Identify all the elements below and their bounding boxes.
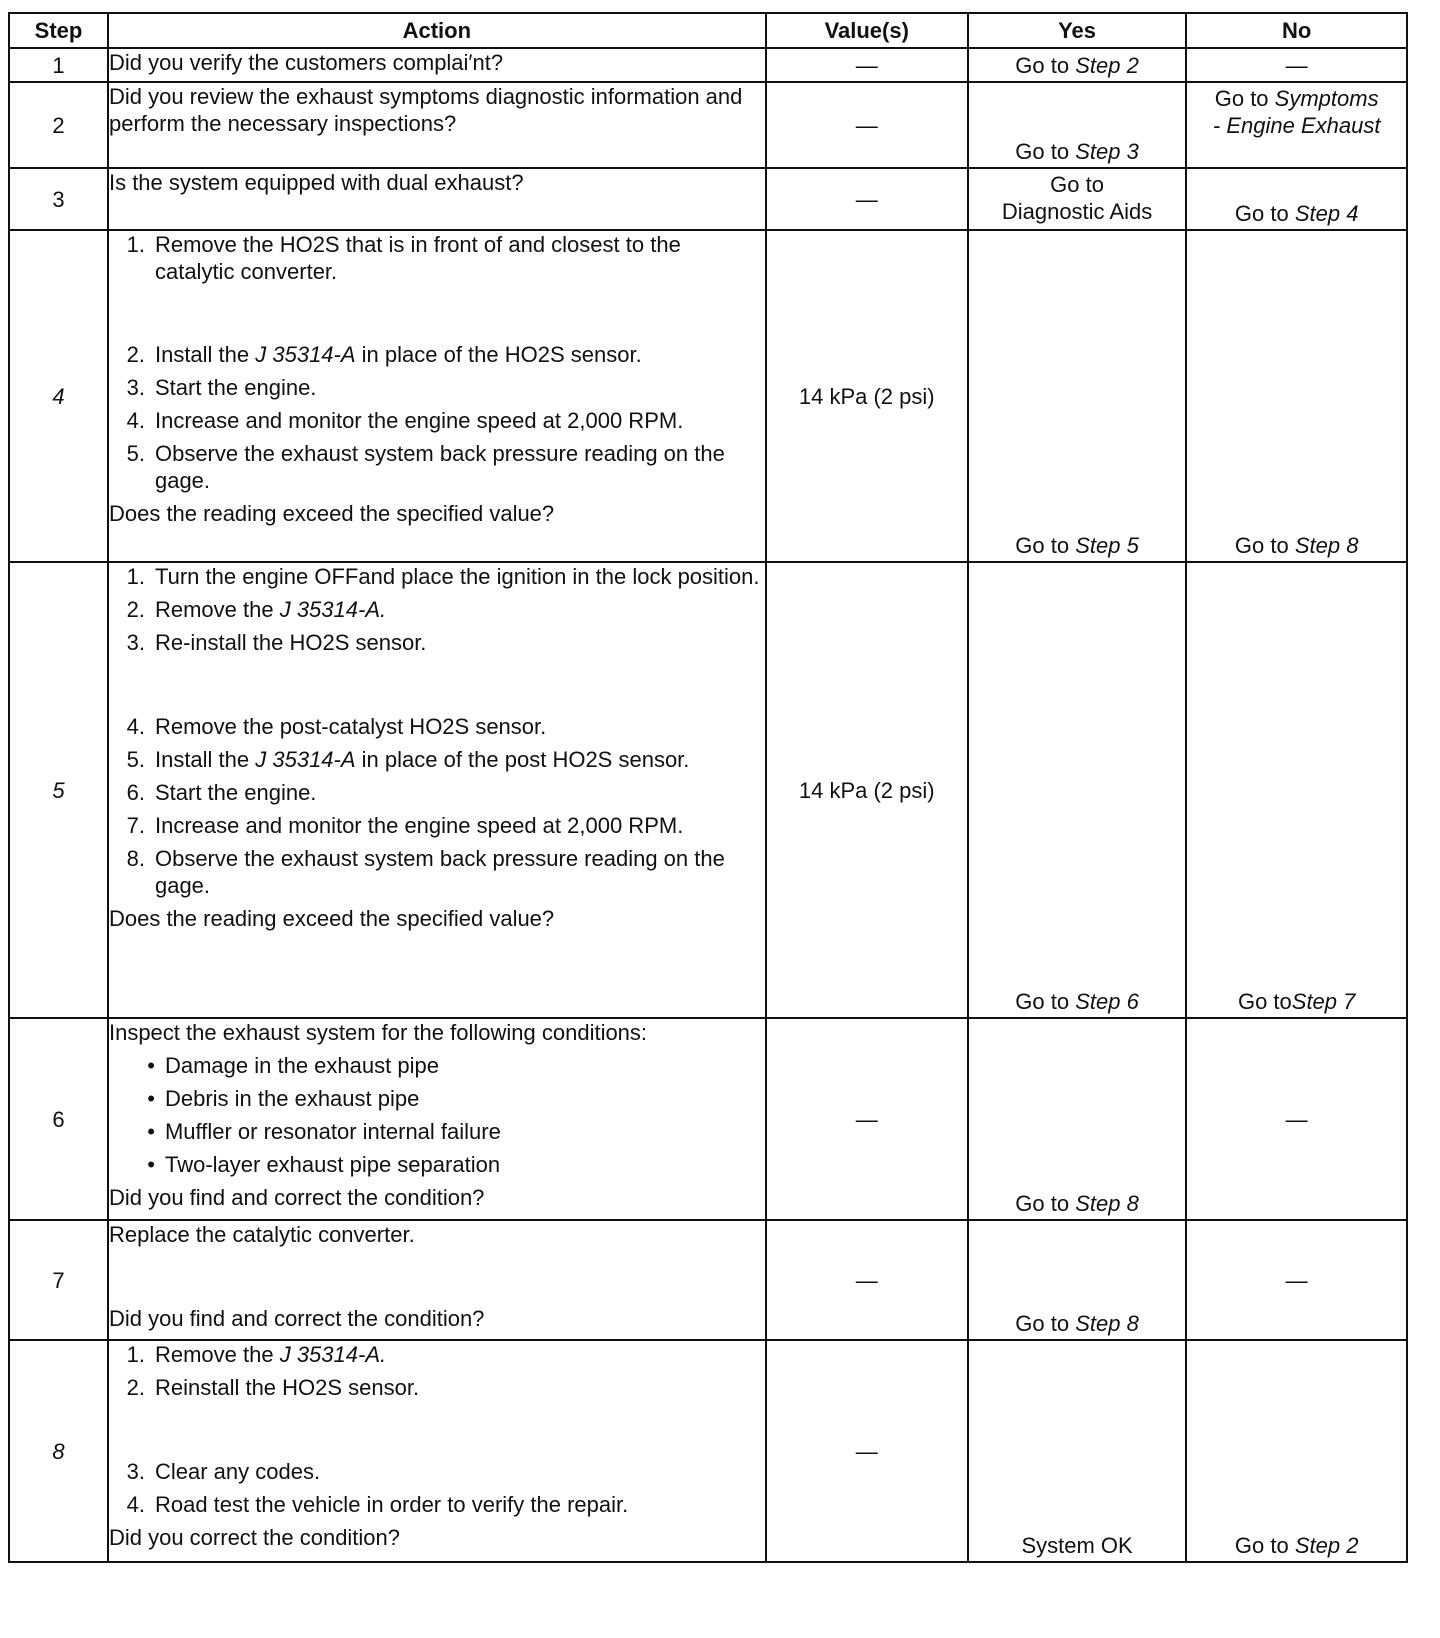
table-row xyxy=(9,1340,1407,1562)
yes-link[interactable]: Diagnostic Aids xyxy=(1001,199,1153,224)
goto-label: Go to xyxy=(1237,989,1292,1014)
yes-result: System OK xyxy=(968,1340,1187,1562)
bullet-item: • Muffler or resonator internal failure xyxy=(147,1119,501,1144)
yes-link[interactable]: Step 6 xyxy=(1075,989,1139,1014)
question: Did you find and correct the condition? xyxy=(108,1306,485,1331)
table-row xyxy=(9,168,1407,230)
step-number: 1 xyxy=(9,48,108,82)
table-row xyxy=(9,82,1407,168)
table-row xyxy=(9,562,1407,1018)
table-row xyxy=(9,1220,1407,1340)
no-dash: — xyxy=(1186,1220,1407,1340)
list-item: 3. Start the engine. xyxy=(126,375,317,400)
tool-name: J 35314-A. xyxy=(279,1342,387,1367)
list-item: 7. Increase and monitor the engine speed at 2,000 RPM. xyxy=(126,813,684,838)
header-yes: Yes xyxy=(968,13,1187,48)
list-item: 1. Remove the J 35314-A. xyxy=(126,1342,387,1367)
bullet-item: • Two-layer exhaust pipe separation xyxy=(147,1152,501,1177)
list-item: 6. Start the engine. xyxy=(126,780,317,805)
step-number: 8 xyxy=(9,1340,108,1562)
goto-label: Go to xyxy=(1214,86,1269,111)
step-number: 4 xyxy=(9,230,108,562)
list-item: 4. Road test the vehicle in order to verify the repair. xyxy=(126,1492,629,1517)
goto-label: Go to xyxy=(1015,139,1070,164)
question: Did you correct the condition? xyxy=(108,1525,401,1550)
value-dash: — xyxy=(766,168,968,230)
spec-value: 14 kPa (2 psi) xyxy=(766,562,968,1018)
bullet-item: • Damage in the exhaust pipe xyxy=(147,1053,439,1078)
bullet-item: • Debris in the exhaust pipe xyxy=(147,1086,420,1111)
no-link[interactable]: Step 2 xyxy=(1294,1533,1359,1558)
header-step: Step xyxy=(9,13,108,48)
yes-link[interactable]: Step 8 xyxy=(1075,1311,1139,1336)
no-dash: — xyxy=(1186,48,1407,82)
value-dash: — xyxy=(766,1220,968,1340)
question: Did you find and correct the condition? xyxy=(108,1185,485,1210)
no-link[interactable]: Step 8 xyxy=(1294,533,1359,558)
header-no: No xyxy=(1186,13,1407,48)
list-item: 2. Install the J 35314-A in place of the HO2S sensor. xyxy=(126,342,642,367)
list-item: 4. Remove the post-catalyst HO2S sensor. xyxy=(126,714,547,739)
goto-label: Go to xyxy=(1015,1191,1070,1216)
table-row xyxy=(9,230,1407,562)
step-number: 7 xyxy=(9,1220,108,1340)
intro-text: Inspect the exhaust system for the following conditions: xyxy=(108,1020,648,1045)
goto-label: Go to xyxy=(1234,201,1289,226)
list-item: 2. Remove the J 35314-A. xyxy=(126,597,387,622)
list-item: 4. Increase and monitor the engine speed at 2,000 RPM. xyxy=(126,408,684,433)
header-row xyxy=(9,13,1407,48)
value-dash: — xyxy=(766,82,968,168)
list-item: 5. Observe the exhaust system back pressure reading on the gage. xyxy=(126,441,725,493)
intro-text: Replace the catalytic converter. xyxy=(108,1222,415,1247)
goto-label: Go to xyxy=(1234,533,1289,558)
step-number: 2 xyxy=(9,82,108,168)
list-item: 5. Install the J 35314-A in place of the post HO2S sensor. xyxy=(126,747,690,772)
goto-label: Go to xyxy=(1015,533,1070,558)
step-number: 3 xyxy=(9,168,108,230)
tool-name: J 35314-A xyxy=(255,342,356,367)
goto-label: Go to xyxy=(1234,1533,1289,1558)
value-dash: — xyxy=(766,1018,968,1220)
header-action: Action xyxy=(108,13,766,48)
goto-label: Go to xyxy=(1015,1311,1070,1336)
no-link[interactable]: Symptoms xyxy=(1274,86,1379,111)
yes-link[interactable]: Step 5 xyxy=(1075,533,1139,558)
question: Did you verify the customers complai′nt? xyxy=(108,50,504,75)
question: Does the reading exceed the specified value? xyxy=(108,501,555,526)
list-item: 2. Reinstall the HO2S sensor. xyxy=(126,1375,420,1400)
value-dash: — xyxy=(766,1340,968,1562)
table-row xyxy=(9,48,1407,82)
step-number: 6 xyxy=(9,1018,108,1220)
header-values: Value(s) xyxy=(766,13,968,48)
list-item: 8. Observe the exhaust system back pressure reading on the gage. xyxy=(126,846,725,898)
no-link-cont[interactable]: - Engine Exhaust xyxy=(1212,113,1381,138)
question: Did you review the exhaust symptoms diagnostic information and perform the necessary inspections? xyxy=(108,84,743,136)
question: Is the system equipped with dual exhaust? xyxy=(108,170,524,195)
spec-value: 14 kPa (2 psi) xyxy=(766,230,968,562)
list-item: 3. Clear any codes. xyxy=(126,1459,321,1484)
list-item: 1. Remove the HO2S that is in front of and closest to the catalytic converter. xyxy=(126,232,681,284)
yes-link[interactable]: Step 8 xyxy=(1075,1191,1139,1216)
step-number: 5 xyxy=(9,562,108,1018)
value-dash: — xyxy=(766,48,968,82)
list-item: 1. Turn the engine OFFand place the ignition in the lock position. xyxy=(126,564,760,589)
diagnostic-table xyxy=(8,12,1408,1563)
no-link[interactable]: Step 7 xyxy=(1291,989,1356,1014)
tool-name: J 35314-A. xyxy=(279,597,387,622)
yes-link[interactable]: Step 2 xyxy=(1075,52,1139,78)
table-row xyxy=(9,1018,1407,1220)
yes-line1: Go to xyxy=(1050,172,1104,197)
goto-label: Go to xyxy=(1015,52,1070,78)
no-link[interactable]: Step 4 xyxy=(1294,201,1359,226)
tool-name: J 35314-A xyxy=(255,747,356,772)
question: Does the reading exceed the specified value? xyxy=(108,906,555,931)
list-item: 3. Re-install the HO2S sensor. xyxy=(126,630,427,655)
goto-label: Go to xyxy=(1015,989,1070,1014)
no-dash: — xyxy=(1186,1018,1407,1220)
yes-link[interactable]: Step 3 xyxy=(1075,139,1139,164)
